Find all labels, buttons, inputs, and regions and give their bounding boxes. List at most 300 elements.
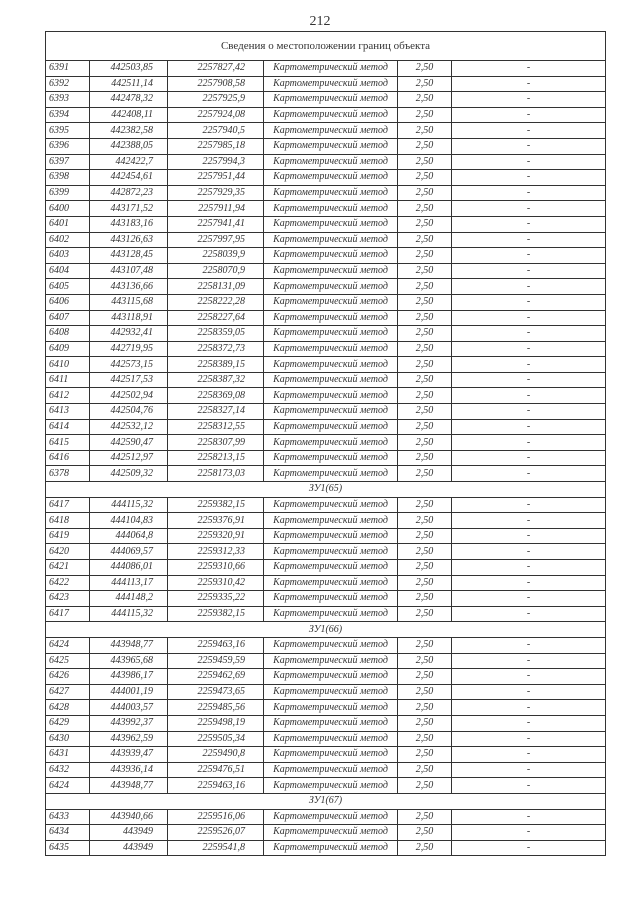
description-cell: - (452, 778, 606, 794)
accuracy-cell: 2,50 (398, 809, 452, 825)
point-number-cell: 6427 (46, 684, 90, 700)
x-coordinate-cell: 443118,91 (90, 310, 168, 326)
method-cell: Картометрический метод (264, 497, 398, 513)
x-coordinate-cell: 443126,63 (90, 232, 168, 248)
table-row (46, 747, 606, 763)
description-cell: - (452, 497, 606, 513)
table-row (46, 435, 606, 451)
x-coordinate-cell: 442454,61 (90, 170, 168, 186)
table-row (46, 715, 606, 731)
point-number-cell: 6403 (46, 248, 90, 264)
description-cell: - (452, 107, 606, 123)
x-coordinate-cell: 443936,14 (90, 762, 168, 778)
point-number-cell: 6433 (46, 809, 90, 825)
description-cell: - (452, 419, 606, 435)
accuracy-cell: 2,50 (398, 653, 452, 669)
method-cell: Картометрический метод (264, 216, 398, 232)
method-cell: Картометрический метод (264, 154, 398, 170)
description-cell: - (452, 544, 606, 560)
point-number-cell: 6426 (46, 669, 90, 685)
method-cell: Картометрический метод (264, 279, 398, 295)
description-cell: - (452, 575, 606, 591)
description-cell: - (452, 138, 606, 154)
method-cell: Картометрический метод (264, 388, 398, 404)
description-cell: - (452, 76, 606, 92)
accuracy-cell: 2,50 (398, 419, 452, 435)
group-header-row (46, 482, 606, 498)
coordinates-table-container (45, 31, 606, 856)
point-number-cell: 6423 (46, 591, 90, 607)
x-coordinate-cell: 442478,32 (90, 92, 168, 108)
table-row (46, 248, 606, 264)
table-row (46, 372, 606, 388)
description-cell: - (452, 154, 606, 170)
x-coordinate-cell: 444069,57 (90, 544, 168, 560)
x-coordinate-cell: 443128,45 (90, 248, 168, 264)
description-cell: - (452, 263, 606, 279)
point-number-cell: 6429 (46, 715, 90, 731)
table-row (46, 825, 606, 841)
method-cell: Картометрический метод (264, 341, 398, 357)
y-coordinate-cell: 2258307,99 (168, 435, 264, 451)
point-number-cell: 6401 (46, 216, 90, 232)
description-cell: - (452, 341, 606, 357)
description-cell: - (452, 809, 606, 825)
accuracy-cell: 2,50 (398, 591, 452, 607)
y-coordinate-cell: 2259498,19 (168, 715, 264, 731)
point-number-cell: 6411 (46, 372, 90, 388)
accuracy-cell: 2,50 (398, 232, 452, 248)
point-number-cell: 6404 (46, 263, 90, 279)
table-row (46, 731, 606, 747)
x-coordinate-cell: 444115,32 (90, 606, 168, 622)
table-row (46, 653, 606, 669)
y-coordinate-cell: 2259320,91 (168, 528, 264, 544)
x-coordinate-cell: 444003,57 (90, 700, 168, 716)
method-cell: Картометрический метод (264, 201, 398, 217)
table-row (46, 809, 606, 825)
method-cell: Картометрический метод (264, 435, 398, 451)
table-row (46, 76, 606, 92)
group-header-row (46, 622, 606, 638)
method-cell: Картометрический метод (264, 170, 398, 186)
table-row (46, 123, 606, 139)
method-cell: Картометрический метод (264, 700, 398, 716)
accuracy-cell: 2,50 (398, 637, 452, 653)
point-number-cell: 6405 (46, 279, 90, 295)
table-row (46, 591, 606, 607)
point-number-cell: 6414 (46, 419, 90, 435)
coordinates-table (45, 31, 606, 856)
x-coordinate-cell: 442503,85 (90, 61, 168, 77)
method-cell: Картометрический метод (264, 263, 398, 279)
description-cell: - (452, 637, 606, 653)
x-coordinate-cell: 444064,8 (90, 528, 168, 544)
y-coordinate-cell: 2257911,94 (168, 201, 264, 217)
description-cell: - (452, 357, 606, 373)
x-coordinate-cell: 442532,12 (90, 419, 168, 435)
method-cell: Картометрический метод (264, 310, 398, 326)
x-coordinate-cell: 443986,17 (90, 669, 168, 685)
x-coordinate-cell: 443136,66 (90, 279, 168, 295)
description-cell: - (452, 513, 606, 529)
accuracy-cell: 2,50 (398, 450, 452, 466)
description-cell: - (452, 92, 606, 108)
x-coordinate-cell: 442502,94 (90, 388, 168, 404)
accuracy-cell: 2,50 (398, 715, 452, 731)
y-coordinate-cell: 2257908,58 (168, 76, 264, 92)
method-cell: Картометрический метод (264, 372, 398, 388)
description-cell: - (452, 388, 606, 404)
x-coordinate-cell: 444113,17 (90, 575, 168, 591)
method-cell: Картометрический метод (264, 637, 398, 653)
description-cell: - (452, 294, 606, 310)
table-row (46, 637, 606, 653)
point-number-cell: 6410 (46, 357, 90, 373)
y-coordinate-cell: 2258387,32 (168, 372, 264, 388)
description-cell: - (452, 404, 606, 420)
accuracy-cell: 2,50 (398, 263, 452, 279)
table-row (46, 279, 606, 295)
description-cell: - (452, 684, 606, 700)
point-number-cell: 6420 (46, 544, 90, 560)
method-cell: Картометрический метод (264, 560, 398, 576)
table-caption-row (46, 32, 606, 61)
accuracy-cell: 2,50 (398, 138, 452, 154)
x-coordinate-cell: 442509,32 (90, 466, 168, 482)
y-coordinate-cell: 2258389,15 (168, 357, 264, 373)
x-coordinate-cell: 442512,97 (90, 450, 168, 466)
table-row (46, 528, 606, 544)
x-coordinate-cell: 443171,52 (90, 201, 168, 217)
method-cell: Картометрический метод (264, 778, 398, 794)
method-cell: Картометрический метод (264, 513, 398, 529)
x-coordinate-cell: 442422,7 (90, 154, 168, 170)
y-coordinate-cell: 2257924,08 (168, 107, 264, 123)
x-coordinate-cell: 443949 (90, 825, 168, 841)
x-coordinate-cell: 443948,77 (90, 637, 168, 653)
x-coordinate-cell: 443992,37 (90, 715, 168, 731)
description-cell: - (452, 450, 606, 466)
point-number-cell: 6406 (46, 294, 90, 310)
point-number-cell: 6424 (46, 637, 90, 653)
y-coordinate-cell: 2258372,73 (168, 341, 264, 357)
accuracy-cell: 2,50 (398, 154, 452, 170)
point-number-cell: 6409 (46, 341, 90, 357)
table-row (46, 170, 606, 186)
accuracy-cell: 2,50 (398, 762, 452, 778)
accuracy-cell: 2,50 (398, 466, 452, 482)
y-coordinate-cell: 2258359,05 (168, 326, 264, 342)
accuracy-cell: 2,50 (398, 778, 452, 794)
x-coordinate-cell: 442388,05 (90, 138, 168, 154)
point-number-cell: 6402 (46, 232, 90, 248)
description-cell: - (452, 747, 606, 763)
y-coordinate-cell: 2259382,15 (168, 497, 264, 513)
method-cell: Картометрический метод (264, 731, 398, 747)
y-coordinate-cell: 2257994,3 (168, 154, 264, 170)
x-coordinate-cell: 443965,68 (90, 653, 168, 669)
point-number-cell: 6413 (46, 404, 90, 420)
method-cell: Картометрический метод (264, 466, 398, 482)
accuracy-cell: 2,50 (398, 76, 452, 92)
point-number-cell: 6378 (46, 466, 90, 482)
point-number-cell: 6425 (46, 653, 90, 669)
description-cell: - (452, 435, 606, 451)
table-row (46, 326, 606, 342)
table-row (46, 544, 606, 560)
accuracy-cell: 2,50 (398, 747, 452, 763)
y-coordinate-cell: 2258070,9 (168, 263, 264, 279)
x-coordinate-cell: 443107,48 (90, 263, 168, 279)
y-coordinate-cell: 2257985,18 (168, 138, 264, 154)
method-cell: Картометрический метод (264, 450, 398, 466)
table-row (46, 606, 606, 622)
accuracy-cell: 2,50 (398, 825, 452, 841)
x-coordinate-cell: 442408,11 (90, 107, 168, 123)
description-cell: - (452, 762, 606, 778)
y-coordinate-cell: 2257951,44 (168, 170, 264, 186)
method-cell: Картометрический метод (264, 575, 398, 591)
method-cell: Картометрический метод (264, 715, 398, 731)
y-coordinate-cell: 2259485,56 (168, 700, 264, 716)
accuracy-cell: 2,50 (398, 92, 452, 108)
accuracy-cell: 2,50 (398, 575, 452, 591)
accuracy-cell: 2,50 (398, 388, 452, 404)
accuracy-cell: 2,50 (398, 310, 452, 326)
accuracy-cell: 2,50 (398, 700, 452, 716)
method-cell: Картометрический метод (264, 544, 398, 560)
accuracy-cell: 2,50 (398, 341, 452, 357)
accuracy-cell: 2,50 (398, 216, 452, 232)
point-number-cell: 6398 (46, 170, 90, 186)
y-coordinate-cell: 2258312,55 (168, 419, 264, 435)
point-number-cell: 6431 (46, 747, 90, 763)
point-number-cell: 6400 (46, 201, 90, 217)
description-cell: - (452, 825, 606, 841)
x-coordinate-cell: 444115,32 (90, 497, 168, 513)
x-coordinate-cell: 442573,15 (90, 357, 168, 373)
x-coordinate-cell: 442382,58 (90, 123, 168, 139)
y-coordinate-cell: 2257940,5 (168, 123, 264, 139)
method-cell: Картометрический метод (264, 528, 398, 544)
y-coordinate-cell: 2259490,8 (168, 747, 264, 763)
accuracy-cell: 2,50 (398, 201, 452, 217)
method-cell: Картометрический метод (264, 107, 398, 123)
point-number-cell: 6417 (46, 497, 90, 513)
method-cell: Картометрический метод (264, 404, 398, 420)
y-coordinate-cell: 2258131,09 (168, 279, 264, 295)
method-cell: Картометрический метод (264, 606, 398, 622)
accuracy-cell: 2,50 (398, 435, 452, 451)
point-number-cell: 6432 (46, 762, 90, 778)
table-row (46, 450, 606, 466)
y-coordinate-cell: 2258173,03 (168, 466, 264, 482)
table-row (46, 700, 606, 716)
x-coordinate-cell: 444086,01 (90, 560, 168, 576)
x-coordinate-cell: 442872,23 (90, 185, 168, 201)
point-number-cell: 6407 (46, 310, 90, 326)
y-coordinate-cell: 2259516,06 (168, 809, 264, 825)
description-cell: - (452, 715, 606, 731)
method-cell: Картометрический метод (264, 669, 398, 685)
method-cell: Картометрический метод (264, 591, 398, 607)
point-number-cell: 6408 (46, 326, 90, 342)
method-cell: Картометрический метод (264, 653, 398, 669)
description-cell: - (452, 185, 606, 201)
description-cell: - (452, 372, 606, 388)
table-row (46, 669, 606, 685)
table-row (46, 404, 606, 420)
table-row (46, 154, 606, 170)
method-cell: Картометрический метод (264, 76, 398, 92)
accuracy-cell: 2,50 (398, 528, 452, 544)
table-row (46, 762, 606, 778)
method-cell: Картометрический метод (264, 747, 398, 763)
group-header-row (46, 793, 606, 809)
x-coordinate-cell: 442517,53 (90, 372, 168, 388)
point-number-cell: 6397 (46, 154, 90, 170)
x-coordinate-cell: 442511,14 (90, 76, 168, 92)
point-number-cell: 6394 (46, 107, 90, 123)
method-cell: Картометрический метод (264, 762, 398, 778)
method-cell: Картометрический метод (264, 294, 398, 310)
table-row (46, 388, 606, 404)
accuracy-cell: 2,50 (398, 185, 452, 201)
point-number-cell: 6395 (46, 123, 90, 139)
accuracy-cell: 2,50 (398, 279, 452, 295)
accuracy-cell: 2,50 (398, 123, 452, 139)
accuracy-cell: 2,50 (398, 544, 452, 560)
x-coordinate-cell: 442504,76 (90, 404, 168, 420)
y-coordinate-cell: 2259310,42 (168, 575, 264, 591)
y-coordinate-cell: 2259459,59 (168, 653, 264, 669)
accuracy-cell: 2,50 (398, 107, 452, 123)
x-coordinate-cell: 442932,41 (90, 326, 168, 342)
accuracy-cell: 2,50 (398, 248, 452, 264)
accuracy-cell: 2,50 (398, 513, 452, 529)
group-label: ЗУ1(66) (46, 622, 606, 638)
method-cell: Картометрический метод (264, 92, 398, 108)
y-coordinate-cell: 2257827,42 (168, 61, 264, 77)
y-coordinate-cell: 2259376,91 (168, 513, 264, 529)
table-row (46, 341, 606, 357)
point-number-cell: 6430 (46, 731, 90, 747)
table-row (46, 419, 606, 435)
group-label: ЗУ1(65) (46, 482, 606, 498)
point-number-cell: 6396 (46, 138, 90, 154)
y-coordinate-cell: 2259310,66 (168, 560, 264, 576)
method-cell: Картометрический метод (264, 825, 398, 841)
y-coordinate-cell: 2257997,95 (168, 232, 264, 248)
description-cell: - (452, 653, 606, 669)
description-cell: - (452, 326, 606, 342)
y-coordinate-cell: 2259526,07 (168, 825, 264, 841)
accuracy-cell: 2,50 (398, 560, 452, 576)
y-coordinate-cell: 2259463,16 (168, 778, 264, 794)
table-row (46, 778, 606, 794)
table-row (46, 560, 606, 576)
y-coordinate-cell: 2259382,15 (168, 606, 264, 622)
table-row (46, 92, 606, 108)
accuracy-cell: 2,50 (398, 840, 452, 856)
point-number-cell: 6417 (46, 606, 90, 622)
y-coordinate-cell: 2257941,41 (168, 216, 264, 232)
description-cell: - (452, 61, 606, 77)
table-row (46, 294, 606, 310)
table-row (46, 263, 606, 279)
description-cell: - (452, 528, 606, 544)
point-number-cell: 6421 (46, 560, 90, 576)
table-row (46, 138, 606, 154)
point-number-cell: 6435 (46, 840, 90, 856)
x-coordinate-cell: 444148,2 (90, 591, 168, 607)
method-cell: Картометрический метод (264, 248, 398, 264)
accuracy-cell: 2,50 (398, 606, 452, 622)
table-row (46, 310, 606, 326)
y-coordinate-cell: 2259473,65 (168, 684, 264, 700)
group-label: ЗУ1(67) (46, 793, 606, 809)
point-number-cell: 6424 (46, 778, 90, 794)
accuracy-cell: 2,50 (398, 357, 452, 373)
method-cell: Картометрический метод (264, 138, 398, 154)
point-number-cell: 6391 (46, 61, 90, 77)
description-cell: - (452, 170, 606, 186)
table-row (46, 684, 606, 700)
method-cell: Картометрический метод (264, 232, 398, 248)
point-number-cell: 6422 (46, 575, 90, 591)
description-cell: - (452, 700, 606, 716)
description-cell: - (452, 840, 606, 856)
description-cell: - (452, 232, 606, 248)
method-cell: Картометрический метод (264, 185, 398, 201)
x-coordinate-cell: 443115,68 (90, 294, 168, 310)
description-cell: - (452, 201, 606, 217)
y-coordinate-cell: 2258227,64 (168, 310, 264, 326)
x-coordinate-cell: 444001,19 (90, 684, 168, 700)
y-coordinate-cell: 2258327,14 (168, 404, 264, 420)
x-coordinate-cell: 443962,59 (90, 731, 168, 747)
description-cell: - (452, 669, 606, 685)
accuracy-cell: 2,50 (398, 669, 452, 685)
x-coordinate-cell: 443949 (90, 840, 168, 856)
description-cell: - (452, 560, 606, 576)
method-cell: Картометрический метод (264, 809, 398, 825)
method-cell: Картометрический метод (264, 419, 398, 435)
method-cell: Картометрический метод (264, 123, 398, 139)
point-number-cell: 6392 (46, 76, 90, 92)
table-row (46, 232, 606, 248)
x-coordinate-cell: 443183,16 (90, 216, 168, 232)
table-row (46, 840, 606, 856)
accuracy-cell: 2,50 (398, 326, 452, 342)
point-number-cell: 6415 (46, 435, 90, 451)
point-number-cell: 6412 (46, 388, 90, 404)
description-cell: - (452, 606, 606, 622)
table-row (46, 513, 606, 529)
table-row (46, 61, 606, 77)
y-coordinate-cell: 2258369,08 (168, 388, 264, 404)
table-row (46, 185, 606, 201)
point-number-cell: 6428 (46, 700, 90, 716)
accuracy-cell: 2,50 (398, 372, 452, 388)
point-number-cell: 6393 (46, 92, 90, 108)
table-row (46, 575, 606, 591)
y-coordinate-cell: 2258039,9 (168, 248, 264, 264)
method-cell: Картометрический метод (264, 684, 398, 700)
point-number-cell: 6416 (46, 450, 90, 466)
description-cell: - (452, 216, 606, 232)
